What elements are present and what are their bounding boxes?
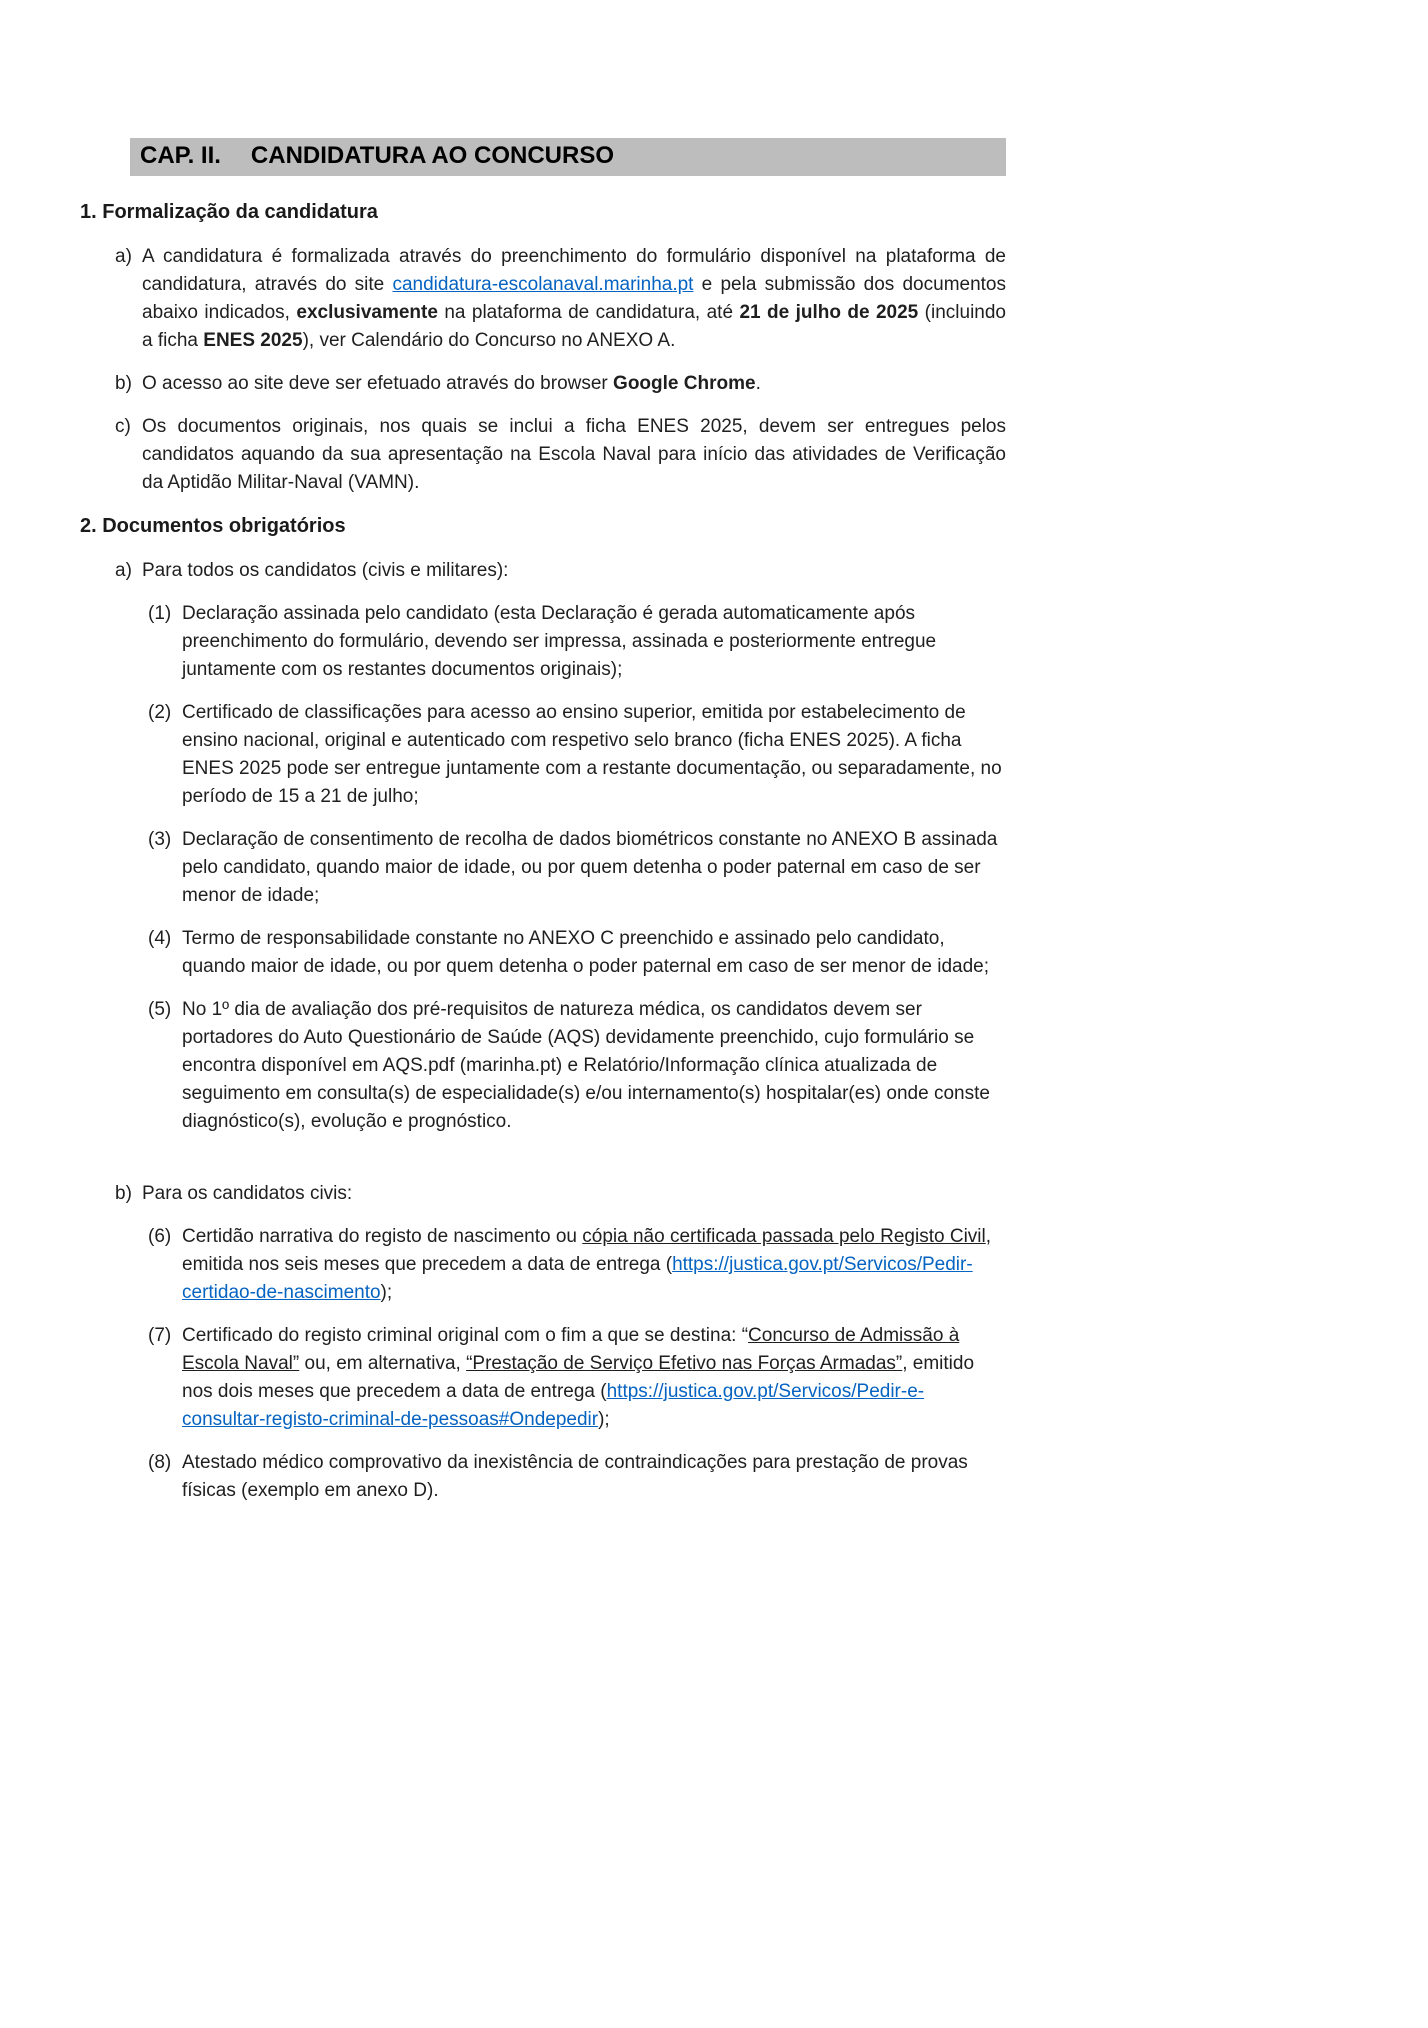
bold-run: Google Chrome bbox=[613, 373, 756, 394]
section-1-heading: 1. Formalização da candidatura bbox=[80, 201, 378, 223]
list-item-2 bbox=[148, 699, 1006, 811]
text-run: ou, em alternativa, bbox=[299, 1353, 467, 1374]
paragraph-1a-text bbox=[142, 243, 1006, 355]
list-item-7-text bbox=[182, 1322, 1006, 1434]
item-label-1c: c) bbox=[115, 416, 131, 437]
underline-run: cópia não certificada passada pelo Registo Civil bbox=[582, 1226, 986, 1247]
list-item-6-text bbox=[182, 1223, 1006, 1307]
paragraph-2b bbox=[115, 1180, 1006, 1208]
item-label-2b: b) bbox=[115, 1183, 132, 1204]
text-run: na plataforma de candidatura, até bbox=[437, 302, 740, 323]
list-item-3-text: Declaração de consentimento de recolha de dados biométricos constante no ANEXO B assinada pelo candidato, quando maior de idade, ou por quem detenha o poder paternal em caso de ser menor de idade; bbox=[182, 829, 998, 906]
birth-certificate-link[interactable]: https://justica.gov.pt/Servicos/Pedir-certidao-de-nascimento bbox=[182, 1254, 973, 1303]
item-label-n5: (5) bbox=[148, 999, 172, 1020]
paragraph-1b bbox=[115, 370, 1006, 398]
text-run: Certidão narrativa do registo de nascimento ou bbox=[182, 1226, 583, 1247]
text-run: e pela submissão dos documentos abaixo indicados, bbox=[142, 274, 1006, 323]
list-item-1 bbox=[148, 600, 1006, 684]
list-item-8-text: Atestado médico comprovativo da inexistência de contraindicações para prestação de provas físicas (exemplo em anexo D). bbox=[182, 1452, 968, 1501]
list-item-2-text: Certificado de classificações para acesso ao ensino superior, emitida por estabelecimento de ensino nacional, original e autenticado com respetivo selo branco (ficha ENES 2025). A ficha ENES 2025 pode ser entregue juntamente com a restante documentação, ou separadamente, no período de 15 a 21 de julho; bbox=[182, 702, 1002, 807]
item-label-n2: (2) bbox=[148, 702, 172, 723]
document-page bbox=[80, 138, 1006, 1520]
item-label-n3: (3) bbox=[148, 829, 172, 850]
item-label-n8: (8) bbox=[148, 1452, 172, 1473]
list-item-6 bbox=[148, 1223, 1006, 1307]
bold-run: exclusivamente bbox=[296, 302, 438, 323]
list-item-4-text: Termo de responsabilidade constante no ANEXO C preenchido e assinado pelo candidato, quando maior de idade, ou por quem detenha o poder paternal em caso de ser menor de idade; bbox=[182, 928, 989, 977]
section-2-heading: 2. Documentos obrigatórios bbox=[80, 515, 346, 537]
item-label-n1: (1) bbox=[148, 603, 172, 624]
item-label-n6: (6) bbox=[148, 1226, 172, 1247]
list-item-4 bbox=[148, 925, 1006, 981]
text-run: , emitido nos dois meses que precedem a data de entrega ( bbox=[182, 1353, 975, 1402]
text-run: ); bbox=[380, 1282, 393, 1303]
list-item-1-text: Declaração assinada pelo candidato (esta Declaração é gerada automaticamente após preenchimento do formulário, devendo ser impressa, assinada e posteriormente entregue juntamente com os restantes documentos originais); bbox=[182, 603, 937, 680]
text-run: (incluindo a ficha bbox=[142, 302, 1006, 351]
chapter-title-bar bbox=[130, 138, 1006, 176]
item-label-2a: a) bbox=[115, 560, 132, 581]
bold-run: ENES 2025 bbox=[203, 330, 303, 351]
paragraph-1c bbox=[115, 413, 1006, 497]
underline-run: Concurso de Admissão à Escola Naval” bbox=[182, 1325, 960, 1374]
paragraph-2a-text: Para todos os candidatos (civis e militares): bbox=[142, 560, 509, 581]
text-run: A candidatura é formalizada através do preenchimento do formulário disponível na plataforma de candidatura, através do site bbox=[142, 246, 1006, 295]
item-label-n4: (4) bbox=[148, 928, 172, 949]
list-item-5 bbox=[148, 996, 1006, 1136]
candidatura-site-link[interactable]: candidatura-escolanaval.marinha.pt bbox=[392, 274, 694, 295]
chapter-title: CANDIDATURA AO CONCURSO bbox=[250, 142, 615, 169]
text-run: Certificado do registo criminal original com o fim a que se destina: “ bbox=[182, 1325, 749, 1346]
paragraph-1c-text: Os documentos originais, nos quais se inclui a ficha ENES 2025, devem ser entregues pelos candidatos aquando da sua apresentação na Escola Naval para início das atividades de Verificação da Aptidão Militar-Naval (VAMN). bbox=[142, 416, 1006, 493]
list-item-8 bbox=[148, 1449, 1006, 1505]
item-label-n7: (7) bbox=[148, 1325, 172, 1346]
text-run: . bbox=[755, 373, 761, 394]
paragraph-1a bbox=[115, 243, 1006, 355]
text-run: ), ver Calendário do Concurso no ANEXO A. bbox=[302, 330, 676, 351]
criminal-record-link[interactable]: https://justica.gov.pt/Servicos/Pedir-e-consultar-registo-criminal-de-pessoas#Ondepedir bbox=[182, 1381, 925, 1430]
list-item-5-text: No 1º dia de avaliação dos pré-requisitos de natureza médica, os candidatos devem ser portadores do Auto Questionário de Saúde (AQS) devidamente preenchido, cujo formulário se encontra disponível em AQS.pdf (marinha.pt) e Relatório/Informação clínica atualizada de seguimento em consulta(s) de especialidade(s) e/ou internamento(s) hospitalar(es) onde conste diagnóstico(s), evolução e prognóstico. bbox=[182, 999, 990, 1132]
chapter-number: CAP. II. bbox=[140, 142, 221, 169]
paragraph-1b-text bbox=[142, 370, 1006, 398]
underline-run: “Prestação de Serviço Efetivo nas Forças Armadas” bbox=[466, 1353, 903, 1374]
item-label-1a: a) bbox=[115, 246, 132, 267]
bold-run: 21 de julho de 2025 bbox=[739, 302, 919, 323]
text-run: , emitida nos seis meses que precedem a data de entrega ( bbox=[182, 1226, 992, 1275]
paragraph-2b-text: Para os candidatos civis: bbox=[142, 1183, 353, 1204]
list-item-3 bbox=[148, 826, 1006, 910]
item-label-1b: b) bbox=[115, 373, 132, 394]
text-run: ); bbox=[598, 1409, 610, 1430]
list-item-7 bbox=[148, 1322, 1006, 1434]
paragraph-2a bbox=[115, 557, 1006, 585]
text-run: O acesso ao site deve ser efetuado através do browser bbox=[142, 373, 614, 394]
